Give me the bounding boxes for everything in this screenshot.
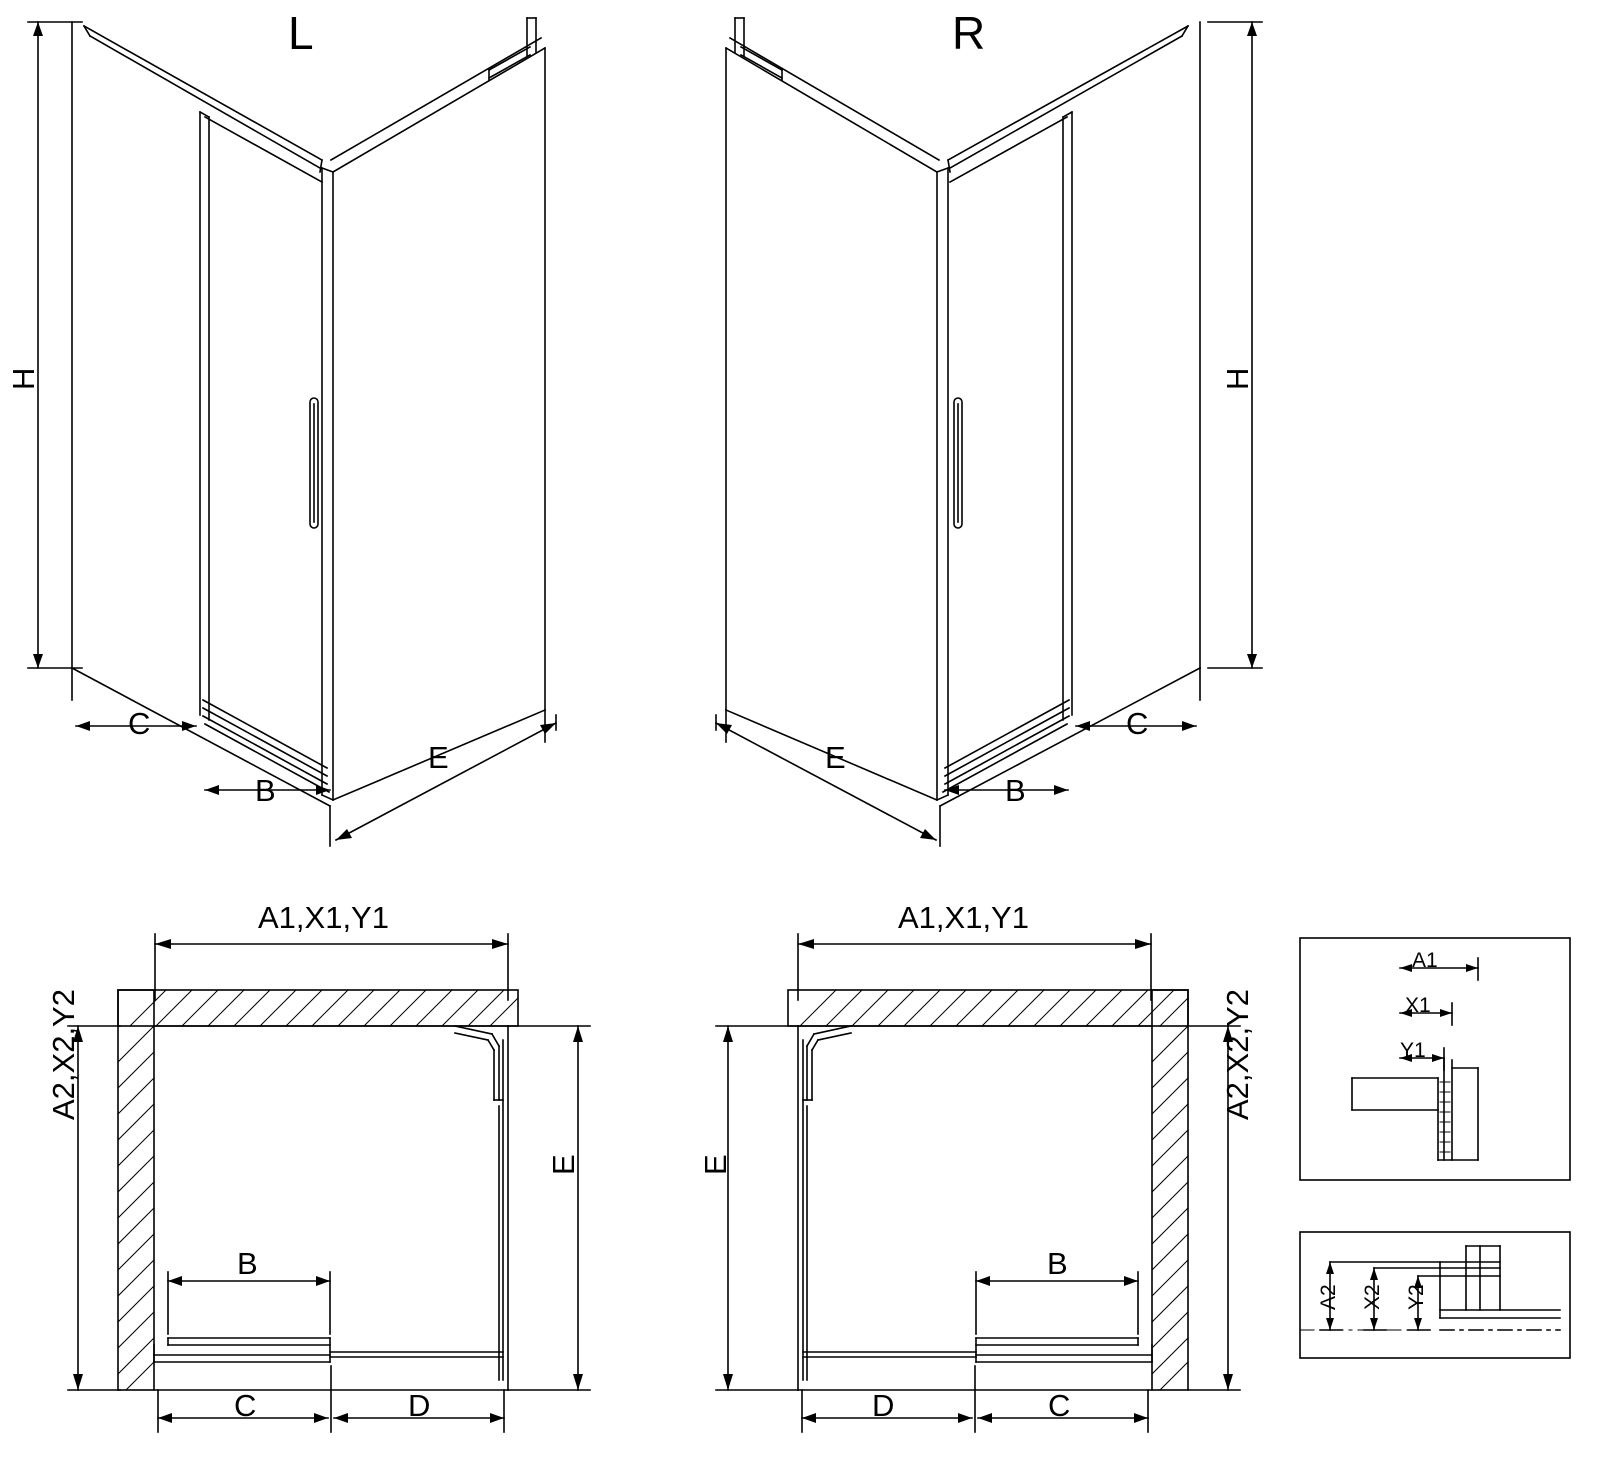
dim-label-d-plan-left: D <box>408 1388 431 1423</box>
dim-label-c-iso-left: C <box>128 706 151 741</box>
detail-label-a1: A1 <box>1412 949 1438 972</box>
view-title-left: L <box>288 7 314 59</box>
dim-label-c-plan-right: C <box>1048 1388 1071 1423</box>
dim-label-b-plan-left: B <box>237 1246 258 1281</box>
detail-label-y1: Y1 <box>1400 1039 1426 1062</box>
dim-label-c-plan-left: C <box>234 1388 257 1423</box>
detail-label-x2: X2 <box>1361 1284 1384 1310</box>
dim-label-d-plan-right: D <box>872 1388 895 1423</box>
dim-label-b-iso-left: B <box>255 773 276 808</box>
dim-label-e-plan-left: E <box>546 1154 581 1175</box>
dim-label-a1x1y1-left: A1,X1,Y1 <box>258 900 389 935</box>
dim-label-c-iso-right: C <box>1126 706 1149 741</box>
detail-label-y2: Y2 <box>1405 1284 1428 1310</box>
dim-label-a1x1y1-right: A1,X1,Y1 <box>898 900 1029 935</box>
dim-label-a2x2y2-left: A2,X2,Y2 <box>46 989 81 1120</box>
dim-label-e-iso-left: E <box>428 740 449 775</box>
dim-label-b-iso-right: B <box>1005 773 1026 808</box>
detail-label-a2: A2 <box>1317 1284 1340 1310</box>
dim-label-b-plan-right: B <box>1047 1246 1068 1281</box>
detail-label-x1: X1 <box>1405 994 1431 1017</box>
dim-label-a2x2y2-right: A2,X2,Y2 <box>1220 989 1255 1120</box>
dim-label-e-plan-right: E <box>698 1154 733 1175</box>
dim-label-e-iso-right: E <box>825 740 846 775</box>
dim-label-h-left: H <box>6 367 41 390</box>
view-title-right: R <box>952 7 986 59</box>
dim-label-h-right: H <box>1220 367 1255 390</box>
